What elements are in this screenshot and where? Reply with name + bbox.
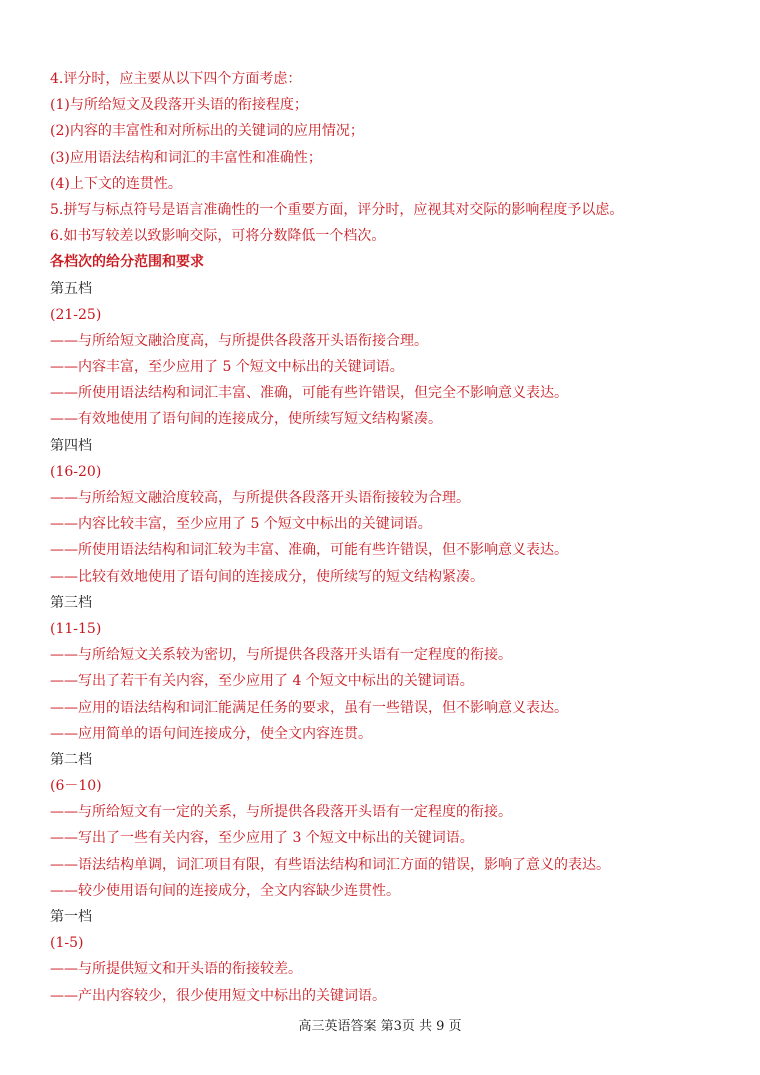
grade-criterion: ——写出了一些有关内容，至少应用了 3 个短文中标出的关键词语。 [50, 830, 474, 847]
grade-range: (11-15) [50, 620, 102, 637]
grade-criterion: ——较少使用语句间的连接成分，全文内容缺少连贯性。 [50, 882, 400, 899]
grade-criterion: ——应用简单的语句间连接成分，使全文内容连贯。 [50, 725, 372, 742]
grade-criterion: ——与所给短文融洽度较高，与所提供各段落开头语衔接较为合理。 [50, 490, 470, 506]
grade-criterion: ——产出内容较少，很少使用短文中标出的关键词语。 [50, 987, 386, 1004]
grade-criterion: ——与所给短文有一定的关系，与所提供各段落开头语有一定程度的衔接。 [50, 804, 512, 821]
grade-range: (21-25) [50, 306, 102, 323]
grade-criterion: ——比较有效地使用了语句间的连接成分，使所续写的短文结构紧凑。 [50, 568, 484, 585]
grade-name: 第四档 [50, 437, 92, 454]
grade-name: 第五档 [50, 280, 92, 297]
grade-name: 第三档 [50, 594, 92, 611]
grade-name: 第一档 [50, 909, 92, 925]
grade-criterion: ——所使用语法结构和词汇丰富、准确，可能有些许错误，但完全不影响意义表达。 [50, 385, 568, 402]
grade-criterion: ——内容比较丰富，至少应用了 5 个短文中标出的关键词语。 [50, 516, 432, 533]
grade-range: (1-5) [50, 935, 84, 952]
scoring-note: 5.拼写与标点符号是语言准确性的一个重要方面，评分时，应视其对交际的影响程度予以虑。 [50, 201, 624, 218]
grade-range: (16-20) [50, 463, 102, 480]
scoring-note: (4)上下文的连贯性。 [50, 175, 182, 192]
grade-criterion: ——语法结构单调，词汇项目有限，有些语法结构和词汇方面的错误，影响了意义的表达。 [50, 856, 610, 873]
section-title: 各档次的给分范围和要求 [50, 254, 204, 271]
grade-name: 第二档 [50, 751, 92, 768]
grade-criterion: ——与所提供短文和开头语的衔接较差。 [50, 961, 302, 978]
grade-criterion: ——与所给短文融洽度高，与所提供各段落开头语衔接合理。 [50, 332, 428, 349]
grade-criterion: ——所使用语法结构和词汇较为丰富、准确，可能有些许错误，但不影响意义表达。 [50, 542, 568, 559]
grade-criterion: ——写出了若干有关内容，至少应用了 4 个短文中标出的关键词语。 [50, 673, 474, 690]
page-content [50, 66, 740, 1009]
scoring-note: 4.评分时，应主要从以下四个方面考虑： [50, 71, 302, 87]
page-footer: 高三英语答案 第3页 共 9 页 [298, 1019, 462, 1034]
scoring-note: (3)应用语法结构和词汇的丰富性和准确性； [50, 149, 322, 166]
scoring-note: 6.如书写较差以致影响交际，可将分数降低一个档次。 [50, 228, 386, 245]
scoring-note: (2)内容的丰富性和对所标出的关键词的应用情况； [50, 123, 364, 140]
grade-criterion: ——有效地使用了语句间的连接成分，使所续写短文结构紧凑。 [50, 411, 442, 428]
grade-range: (6－10) [50, 778, 102, 795]
scoring-note: (1)与所给短文及段落开头语的衔接程度； [50, 97, 308, 114]
grade-criterion: ——与所给短文关系较为密切，与所提供各段落开头语有一定程度的衔接。 [50, 647, 512, 664]
grade-criterion: ——内容丰富，至少应用了 5 个短文中标出的关键词语。 [50, 359, 404, 376]
grade-criterion: ——应用的语法结构和词汇能满足任务的要求，虽有一些错误，但不影响意义表达。 [50, 699, 568, 716]
